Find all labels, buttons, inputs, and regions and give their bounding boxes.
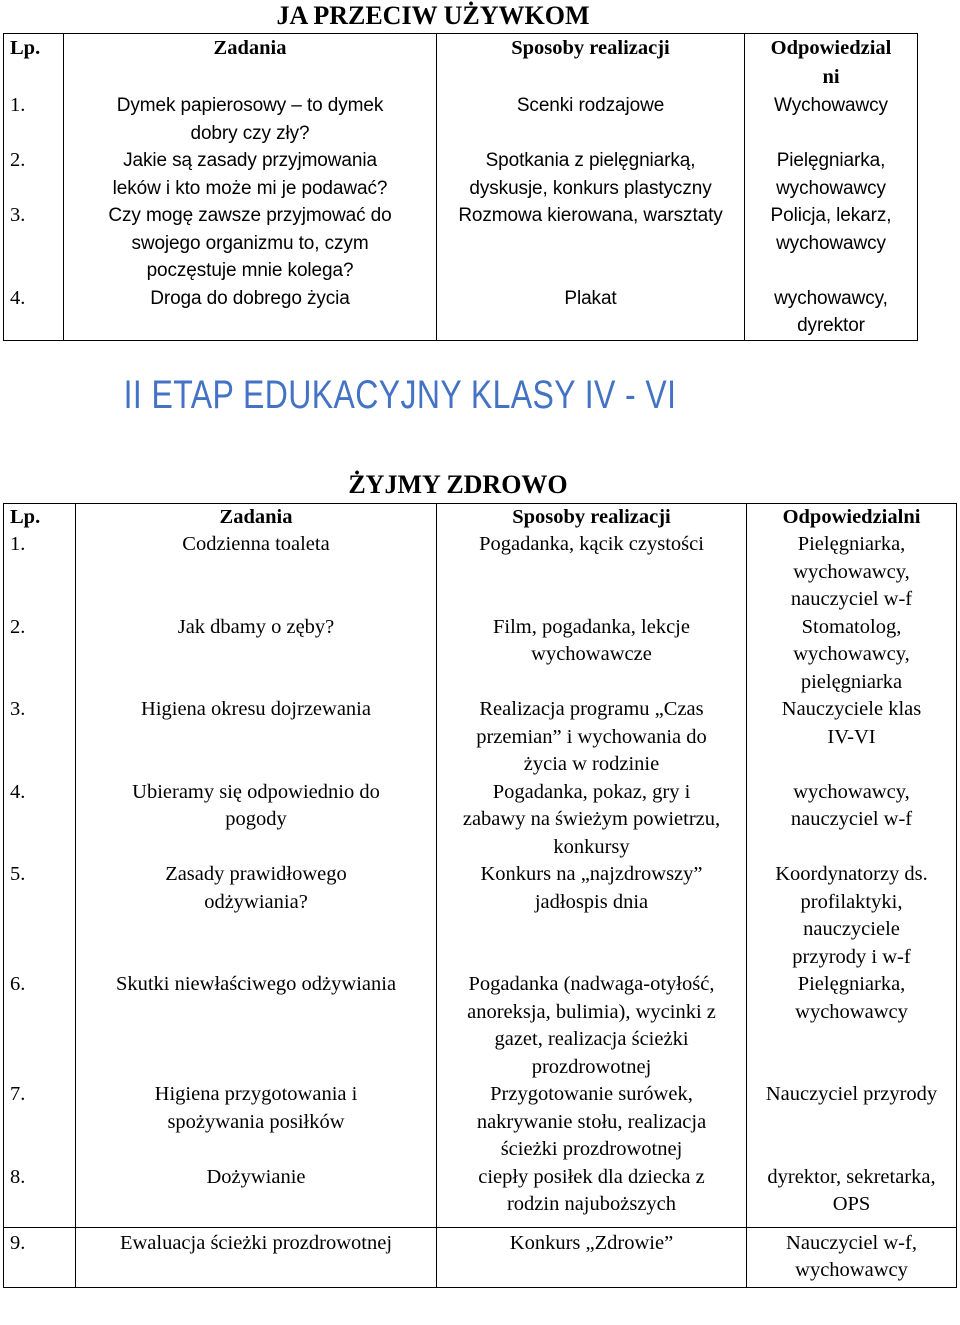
cell-lp: 7. bbox=[4, 1081, 76, 1164]
cell-zadania bbox=[76, 861, 437, 971]
cell-odpowiedzialni bbox=[747, 1227, 957, 1287]
cell-lp: 4. bbox=[4, 285, 64, 341]
cell-odpowiedzialni-line: nauczyciel w-f bbox=[790, 808, 913, 830]
cell-odpowiedzialni bbox=[745, 285, 918, 341]
table-row bbox=[4, 202, 918, 285]
cell-sposoby-line: ścieżki prozdrowotnej bbox=[500, 1138, 683, 1160]
cell-odpowiedzialni-line: Pielęgniarka, bbox=[797, 973, 906, 995]
cell-odpowiedzialni bbox=[747, 1081, 957, 1164]
cell-odpowiedzialni-line: wychowawcy bbox=[795, 1259, 908, 1281]
table-row bbox=[4, 614, 957, 697]
cell-odpowiedzialni-line: wychowawcy bbox=[795, 1000, 908, 1023]
header-lp: Lp. bbox=[4, 34, 64, 93]
cell-sposoby-line: Przygotowanie surówek, bbox=[490, 1083, 693, 1105]
cell-lp: 9. bbox=[4, 1227, 76, 1287]
cell-sposoby-line: przemian” i wychowania do bbox=[476, 725, 707, 748]
table-row bbox=[4, 92, 918, 147]
table-row bbox=[4, 147, 918, 202]
cell-odpowiedzialni-line: wychowawcy bbox=[776, 232, 886, 254]
cell-odpowiedzialni bbox=[747, 614, 957, 697]
cell-sposoby-line: prozdrowotnej bbox=[531, 1055, 652, 1078]
cell-odpowiedzialni-line: nauczyciel w-f bbox=[790, 588, 913, 610]
cell-sposoby-line: konkursy bbox=[553, 835, 630, 858]
cell-odpowiedzialni-line: Pielęgniarka, bbox=[776, 150, 886, 171]
cell-zadania bbox=[64, 92, 437, 147]
cell-odpowiedzialni bbox=[745, 147, 918, 202]
cell-zadania bbox=[76, 1081, 437, 1164]
gap-cell bbox=[4, 1219, 76, 1228]
cell-sposoby-line: Pogadanka, kącik czystości bbox=[479, 533, 704, 555]
header-sposoby: Sposoby realizacji bbox=[437, 504, 747, 532]
cell-lp: 5. bbox=[4, 861, 76, 971]
cell-odpowiedzialni bbox=[747, 1164, 957, 1219]
cell-sposoby-line: ciepły posiłek dla dziecka z bbox=[478, 1165, 705, 1188]
cell-sposoby-line: nakrywanie stołu, realizacja bbox=[476, 1110, 707, 1133]
cell-zadania-line: Higiena przygotowania i bbox=[154, 1083, 358, 1105]
cell-zadania-line: Ubieramy się odpowiednio do bbox=[132, 780, 380, 803]
cell-zadania-line: Ewaluacja ścieżki prozdrowotnej bbox=[119, 1231, 393, 1254]
cell-lp: 1. bbox=[4, 531, 76, 614]
cell-odpowiedzialni-line: Stomatolog, bbox=[801, 615, 902, 638]
cell-odpowiedzialni bbox=[747, 531, 957, 614]
table-row bbox=[4, 779, 957, 862]
cell-sposoby-line: jadłospis dnia bbox=[534, 890, 649, 913]
cell-odpowiedzialni-line: Nauczyciel przyrody bbox=[765, 1083, 938, 1105]
cell-odpowiedzialni-line: Pielęgniarka, bbox=[797, 533, 906, 555]
cell-odpowiedzialni-line: wychowawcy, bbox=[774, 287, 888, 309]
cell-odpowiedzialni-line: wychowawcy bbox=[776, 177, 886, 199]
cell-odpowiedzialni-line: IV-VI bbox=[827, 725, 876, 748]
header-lp: Lp. bbox=[4, 504, 76, 532]
cell-odpowiedzialni-line: dyrektor, sekretarka, bbox=[767, 1165, 936, 1188]
cell-odpowiedzialni-line: profilaktyki, bbox=[800, 890, 903, 913]
cell-zadania bbox=[64, 147, 437, 202]
cell-sposoby-line: zabawy na świeżym powietrzu, bbox=[462, 808, 721, 830]
cell-odpowiedzialni-line: wychowawcy, bbox=[793, 643, 910, 665]
cell-lp: 2. bbox=[4, 147, 64, 202]
header-sposoby: Sposoby realizacji bbox=[437, 34, 745, 93]
cell-zadania bbox=[76, 971, 437, 1081]
cell-sposoby-line: wychowawcze bbox=[531, 643, 652, 665]
table-gap-row bbox=[4, 1219, 957, 1228]
cell-zadania-line: odżywiania? bbox=[204, 890, 308, 913]
cell-lp: 3. bbox=[4, 202, 64, 285]
cell-sposoby-line: rodzin najuboższych bbox=[506, 1193, 677, 1215]
cell-odpowiedzialni-line: nauczyciele bbox=[803, 918, 900, 940]
cell-odpowiedzialni-line: Nauczyciel w-f, bbox=[786, 1231, 917, 1254]
cell-odpowiedzialni-line: dyrektor bbox=[797, 315, 865, 336]
table-row bbox=[4, 861, 957, 971]
cell-zadania-line: Czy mogę zawsze przyjmować do bbox=[108, 205, 392, 226]
cell-sposoby bbox=[437, 1164, 747, 1219]
cell-odpowiedzialni bbox=[745, 202, 918, 285]
cell-sposoby-line: życia w rodzinie bbox=[523, 753, 660, 775]
cell-lp: 1. bbox=[4, 92, 64, 147]
cell-zadania-line: Jakie są zasady przyjmowania bbox=[123, 150, 377, 171]
cell-zadania-line: spożywania posiłków bbox=[167, 1110, 345, 1133]
table-row bbox=[4, 1227, 957, 1287]
cell-zadania-line: leków i kto może mi je podawać? bbox=[112, 177, 388, 199]
cell-sposoby-line: Film, pogadanka, lekcje bbox=[493, 615, 690, 638]
cell-sposoby-line: dyskusje, konkurs plastyczny bbox=[469, 177, 712, 199]
cell-sposoby-line: Plakat bbox=[564, 287, 617, 309]
cell-odpowiedzialni-line: Policja, lekarz, bbox=[770, 205, 892, 226]
cell-sposoby-line: Pogadanka (nadwaga-otyłość, bbox=[468, 973, 715, 995]
cell-lp: 8. bbox=[4, 1164, 76, 1219]
cell-sposoby bbox=[437, 779, 747, 862]
table-row bbox=[4, 971, 957, 1081]
cell-sposoby bbox=[437, 1081, 747, 1164]
table-uzywki bbox=[3, 33, 918, 341]
cell-odpowiedzialni-line: Nauczyciele klas bbox=[781, 698, 922, 720]
etap-heading bbox=[0, 373, 800, 418]
section-title-zyjmy-zdrowo: ŻYJMY ZDROWO bbox=[348, 470, 568, 499]
cell-odpowiedzialni-line: Wychowawcy bbox=[774, 95, 888, 116]
cell-sposoby bbox=[437, 92, 745, 147]
cell-sposoby bbox=[437, 614, 747, 697]
cell-sposoby bbox=[437, 971, 747, 1081]
cell-sposoby-line: Spotkania z pielęgniarką, bbox=[485, 150, 696, 171]
cell-sposoby bbox=[437, 1227, 747, 1287]
cell-zadania bbox=[76, 1164, 437, 1219]
header-odpowiedzialni bbox=[745, 34, 918, 93]
cell-odpowiedzialni-line: pielęgniarka bbox=[800, 670, 903, 693]
gap-cell bbox=[747, 1219, 957, 1228]
cell-zadania-line: Zasady prawidłowego bbox=[165, 863, 347, 885]
cell-sposoby-line: Pogadanka, pokaz, gry i bbox=[492, 780, 691, 803]
cell-odpowiedzialni bbox=[747, 971, 957, 1081]
table-zyjmy-zdrowo bbox=[3, 503, 957, 1288]
etap-heading-text: II ETAP EDUKACYJNY KLASY IV - VI bbox=[123, 373, 677, 417]
cell-odpowiedzialni-line: wychowawcy, bbox=[793, 780, 910, 803]
header-zadania: Zadania bbox=[64, 34, 437, 93]
cell-lp: 3. bbox=[4, 696, 76, 779]
cell-sposoby bbox=[437, 285, 745, 341]
cell-zadania-line: Dożywianie bbox=[206, 1165, 306, 1188]
header-odpowiedzialni: Odpowiedzialni bbox=[782, 506, 921, 528]
table-header-row bbox=[4, 504, 957, 532]
cell-zadania-line: Droga do dobrego życia bbox=[150, 287, 350, 309]
cell-odpowiedzialni bbox=[747, 861, 957, 971]
cell-zadania bbox=[76, 696, 437, 779]
cell-zadania-line: Jak dbamy o zęby? bbox=[177, 615, 335, 638]
cell-zadania-line: pogody bbox=[225, 808, 287, 830]
cell-zadania bbox=[76, 614, 437, 697]
cell-sposoby bbox=[437, 861, 747, 971]
cell-odpowiedzialni bbox=[747, 696, 957, 779]
cell-odpowiedzialni-line: wychowawcy, bbox=[793, 560, 910, 583]
table-header-row bbox=[4, 34, 918, 93]
cell-zadania bbox=[76, 779, 437, 862]
cell-odpowiedzialni-line: Koordynatorzy ds. bbox=[775, 863, 928, 885]
cell-sposoby-line: gazet, realizacja ścieżki bbox=[494, 1028, 689, 1050]
cell-zadania-line: poczęstuje mnie kolega? bbox=[146, 260, 354, 281]
cell-zadania-line: Codzienna toaleta bbox=[182, 533, 330, 555]
cell-sposoby-line: anoreksja, bulimia), wycinki z bbox=[467, 1000, 716, 1023]
cell-sposoby-line: Konkurs „Zdrowie” bbox=[509, 1231, 674, 1254]
cell-zadania bbox=[64, 285, 437, 341]
table-row bbox=[4, 531, 957, 614]
cell-zadania bbox=[64, 202, 437, 285]
cell-sposoby bbox=[437, 202, 745, 285]
table-row bbox=[4, 1164, 957, 1219]
cell-zadania-line: Skutki niewłaściwego odżywiania bbox=[115, 973, 397, 995]
section-title-ja-przeciw-uzywkom: JA PRZECIW UŻYWKOM bbox=[276, 1, 590, 30]
cell-odpowiedzialni bbox=[747, 779, 957, 862]
cell-zadania-line: Dymek papierosowy – to dymek bbox=[116, 95, 384, 116]
cell-zadania-line: Higiena okresu dojrzewania bbox=[141, 698, 371, 720]
cell-sposoby-line: Konkurs na „najzdrowszy” bbox=[480, 863, 703, 885]
cell-zadania bbox=[76, 531, 437, 614]
table-row bbox=[4, 1081, 957, 1164]
table-row bbox=[4, 285, 918, 341]
cell-sposoby bbox=[437, 147, 745, 202]
cell-zadania bbox=[76, 1227, 437, 1287]
table-row bbox=[4, 696, 957, 779]
cell-odpowiedzialni-line: OPS bbox=[832, 1193, 871, 1215]
cell-lp: 4. bbox=[4, 779, 76, 862]
cell-odpowiedzialni bbox=[745, 92, 918, 147]
gap-cell bbox=[437, 1219, 747, 1228]
cell-sposoby-line: Rozmowa kierowana, warsztaty bbox=[458, 205, 723, 226]
header-odp-line1: Odpowiedzial bbox=[770, 37, 892, 59]
cell-sposoby-line: Realizacja programu „Czas bbox=[479, 698, 704, 720]
header-odp-line2: ni bbox=[822, 66, 840, 88]
cell-sposoby-line: Scenki rodzajowe bbox=[516, 95, 665, 116]
cell-odpowiedzialni-line: przyrody i w-f bbox=[792, 945, 911, 968]
cell-lp: 2. bbox=[4, 614, 76, 697]
cell-zadania-line: swojego organizmu to, czym bbox=[131, 232, 369, 254]
cell-sposoby bbox=[437, 531, 747, 614]
cell-lp: 6. bbox=[4, 971, 76, 1081]
header-zadania: Zadania bbox=[76, 504, 437, 532]
cell-sposoby bbox=[437, 696, 747, 779]
cell-zadania-line: dobry czy zły? bbox=[190, 122, 310, 144]
gap-cell bbox=[76, 1219, 437, 1228]
